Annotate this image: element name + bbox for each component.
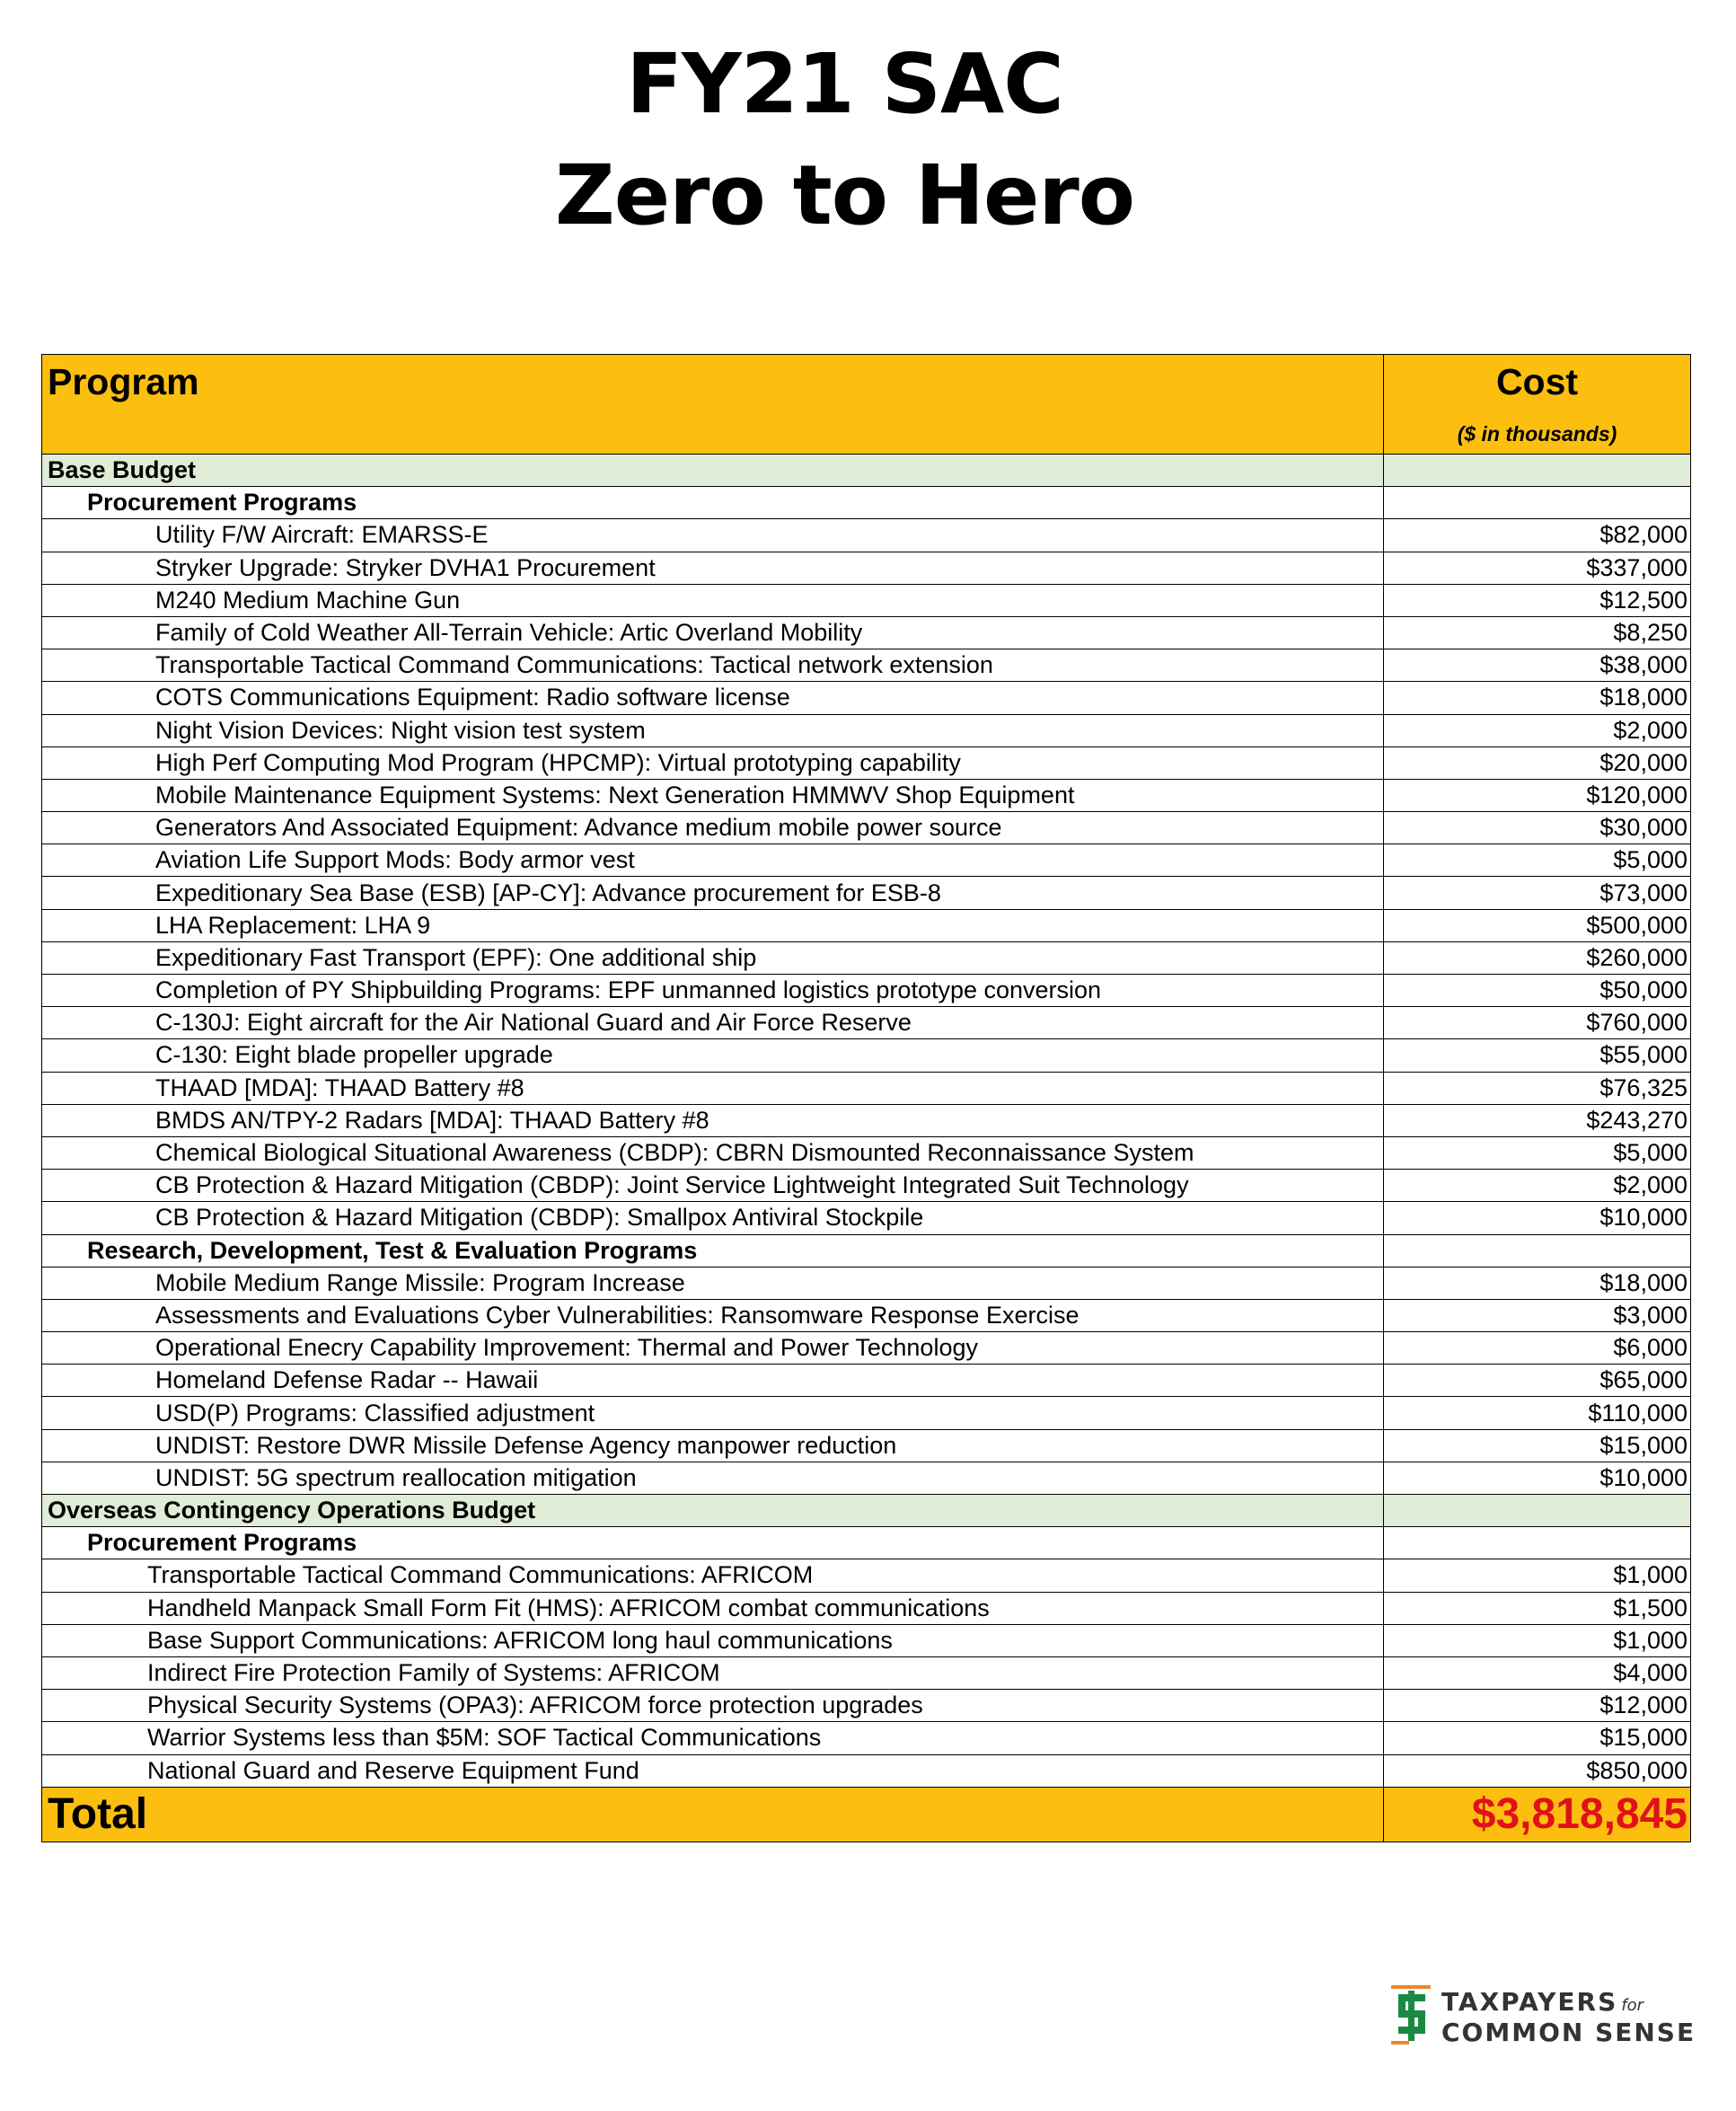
table-row-label: Mobile Maintenance Equipment Systems: Next Generation HMMWV Shop Equipment [42,779,1384,811]
table-row [42,1559,1691,1592]
table-row-label: Stryker Upgrade: Stryker DVHA1 Procurement [42,552,1384,584]
table-row [42,649,1691,682]
table-row-cost: $10,000 [1384,1202,1691,1234]
table-row [42,584,1691,616]
table-row [42,779,1691,811]
table-row [42,1202,1691,1234]
table-row-label: M240 Medium Machine Gun [42,584,1384,616]
table-row-label: CB Protection & Hazard Mitigation (CBDP): Joint Service Lightweight Integrated Suit Technology [42,1170,1384,1202]
subsection-row-base-procurement-label: Procurement Programs [42,487,1384,519]
dollar-sign-logo-icon [1389,1985,1434,2045]
table-row-label: THAAD [MDA]: THAAD Battery #8 [42,1072,1384,1104]
budget-table [41,354,1691,1842]
table-row-cost: $243,270 [1384,1104,1691,1136]
subsection-row-oco-procurement-label: Procurement Programs [42,1527,1384,1559]
table-row [42,552,1691,584]
section-row-base-budget-cost [1384,455,1691,487]
section-row-oco-budget [42,1495,1691,1527]
table-row [42,1072,1691,1104]
subsection-row-rdte [42,1234,1691,1267]
table-row-label: CB Protection & Hazard Mitigation (CBDP): Smallpox Antiviral Stockpile [42,1202,1384,1234]
title-line-2: Zero to Hero [555,147,1134,243]
table-row-label: Utility F/W Aircraft: EMARSS-E [42,519,1384,552]
table-row-label: National Guard and Reserve Equipment Fund [42,1754,1384,1787]
subsection-row-base-procurement-cost [1384,487,1691,519]
table-row [42,1429,1691,1462]
table-row-cost: $120,000 [1384,779,1691,811]
table-row-cost: $260,000 [1384,941,1691,974]
table-row-cost: $20,000 [1384,746,1691,779]
table-row [42,1690,1691,1722]
table-row-cost: $12,500 [1384,584,1691,616]
table-row-label: Operational Enecry Capability Improvement: Thermal and Power Technology [42,1332,1384,1365]
table-row-label: Family of Cold Weather All-Terrain Vehicle: Artic Overland Mobility [42,616,1384,649]
table-row-cost: $55,000 [1384,1039,1691,1072]
table-row [42,1722,1691,1754]
table-row [42,519,1691,552]
table-row-label: Physical Security Systems (OPA3): AFRICOM force protection upgrades [42,1690,1384,1722]
table-row-label: Night Vision Devices: Night vision test system [42,714,1384,746]
table-row [42,1397,1691,1429]
table-row [42,1365,1691,1397]
table-row [42,812,1691,844]
table-row-label: C-130: Eight blade propeller upgrade [42,1039,1384,1072]
program-column-header: Program [42,355,1384,455]
table-row-cost: $110,000 [1384,1397,1691,1429]
subsection-row-rdte-label: Research, Development, Test & Evaluation Programs [42,1234,1384,1267]
table-row-label: Transportable Tactical Command Communications: AFRICOM [42,1559,1384,1592]
table-row-label: Transportable Tactical Command Communications: Tactical network extension [42,649,1384,682]
table-row [42,1170,1691,1202]
table-row-label: Homeland Defense Radar -- Hawaii [42,1365,1384,1397]
table-row-label: Expeditionary Fast Transport (EPF): One additional ship [42,941,1384,974]
table-row-cost: $5,000 [1384,844,1691,877]
section-row-base-budget [42,455,1691,487]
cost-header-title: Cost [1495,361,1579,402]
table-row-cost: $337,000 [1384,552,1691,584]
table-row-label: Indirect Fire Protection Family of Systems: AFRICOM [42,1656,1384,1689]
table-row-cost: $8,250 [1384,616,1691,649]
table-row-cost: $30,000 [1384,812,1691,844]
table-row [42,1592,1691,1624]
table-row-cost: $760,000 [1384,1007,1691,1039]
table-row-cost: $15,000 [1384,1722,1691,1754]
table-row-cost: $76,325 [1384,1072,1691,1104]
table-row-cost: $82,000 [1384,519,1691,552]
logo-text-line-1: TAXPAYERS for [1441,1987,1644,2017]
subsection-row-oco-procurement-cost [1384,1527,1691,1559]
table-row-cost: $12,000 [1384,1690,1691,1722]
subsection-row-oco-procurement [42,1527,1691,1559]
table-row [42,1039,1691,1072]
table-row-cost: $850,000 [1384,1754,1691,1787]
table-row-cost: $1,500 [1384,1592,1691,1624]
total-row [42,1787,1691,1842]
table-row-label: LHA Replacement: LHA 9 [42,909,1384,941]
cost-header-units: ($ in thousands) [1457,422,1617,446]
table-row-cost: $50,000 [1384,975,1691,1007]
subsection-row-base-procurement [42,487,1691,519]
table-row [42,714,1691,746]
table-row-cost: $3,000 [1384,1299,1691,1331]
table-row-cost: $18,000 [1384,682,1691,714]
table-row [42,1267,1691,1299]
table-row [42,1624,1691,1656]
table-row-cost: $73,000 [1384,877,1691,909]
table-row-cost: $2,000 [1384,1170,1691,1202]
table-row [42,746,1691,779]
table-row-label: UNDIST: 5G spectrum reallocation mitigation [42,1462,1384,1494]
table-row [42,1299,1691,1331]
table-row-label: Mobile Medium Range Missile: Program Increase [42,1267,1384,1299]
table-row-label: Base Support Communications: AFRICOM long haul communications [42,1624,1384,1656]
table-row [42,1104,1691,1136]
table-row [42,941,1691,974]
table-header-row [42,355,1691,455]
table-row-label: Assessments and Evaluations Cyber Vulnerabilities: Ransomware Response Exercise [42,1299,1384,1331]
table-row-cost: $4,000 [1384,1656,1691,1689]
table-row [42,1007,1691,1039]
section-row-oco-budget-cost [1384,1495,1691,1527]
cost-column-header [1384,355,1691,455]
table-row-cost: $18,000 [1384,1267,1691,1299]
table-row [42,1462,1691,1494]
table-row [42,682,1691,714]
table-row-cost: $2,000 [1384,714,1691,746]
page-title [0,29,1689,252]
table-row-label: Aviation Life Support Mods: Body armor vest [42,844,1384,877]
section-row-oco-budget-label: Overseas Contingency Operations Budget [42,1495,1384,1527]
table-row-label: UNDIST: Restore DWR Missile Defense Agency manpower reduction [42,1429,1384,1462]
table-row-cost: $38,000 [1384,649,1691,682]
table-row-label: High Perf Computing Mod Program (HPCMP): Virtual prototyping capability [42,746,1384,779]
table-row-cost: $1,000 [1384,1559,1691,1592]
table-row-cost: $10,000 [1384,1462,1691,1494]
table-row-cost: $65,000 [1384,1365,1691,1397]
table-row-label: Handheld Manpack Small Form Fit (HMS): AFRICOM combat communications [42,1592,1384,1624]
table-row-label: USD(P) Programs: Classified adjustment [42,1397,1384,1429]
table-row-label: BMDS AN/TPY-2 Radars [MDA]: THAAD Battery #8 [42,1104,1384,1136]
table-row-label: Chemical Biological Situational Awareness (CBDP): CBRN Dismounted Reconnaissance System [42,1136,1384,1169]
table-row [42,1332,1691,1365]
table-row-label: COTS Communications Equipment: Radio software license [42,682,1384,714]
logo-text-for: for [1621,1996,1644,2015]
table-row [42,1656,1691,1689]
table-row-cost: $15,000 [1384,1429,1691,1462]
table-row [42,877,1691,909]
table-row [42,975,1691,1007]
subsection-row-rdte-cost [1384,1234,1691,1267]
table-row-label: C-130J: Eight aircraft for the Air National Guard and Air Force Reserve [42,1007,1384,1039]
table-row [42,1754,1691,1787]
table-row-label: Generators And Associated Equipment: Advance medium mobile power source [42,812,1384,844]
table-row [42,844,1691,877]
table-row [42,1136,1691,1169]
table-row [42,909,1691,941]
total-row-cost: $3,818,845 [1384,1787,1691,1842]
organization-logo [1389,1985,1695,2048]
table-row-cost: $5,000 [1384,1136,1691,1169]
table-row [42,616,1691,649]
table-row-label: Expeditionary Sea Base (ESB) [AP-CY]: Advance procurement for ESB-8 [42,877,1384,909]
table-row-cost: $6,000 [1384,1332,1691,1365]
section-row-base-budget-label: Base Budget [42,455,1384,487]
total-row-label: Total [42,1787,1384,1842]
logo-text-line-2: COMMON SENSE [1441,2018,1696,2047]
table-row-label: Completion of PY Shipbuilding Programs: EPF unmanned logistics prototype conversion [42,975,1384,1007]
table-row-label: Warrior Systems less than $5M: SOF Tactical Communications [42,1722,1384,1754]
table-row-cost: $500,000 [1384,909,1691,941]
table-row-cost: $1,000 [1384,1624,1691,1656]
title-line-1: FY21 SAC [626,36,1063,132]
